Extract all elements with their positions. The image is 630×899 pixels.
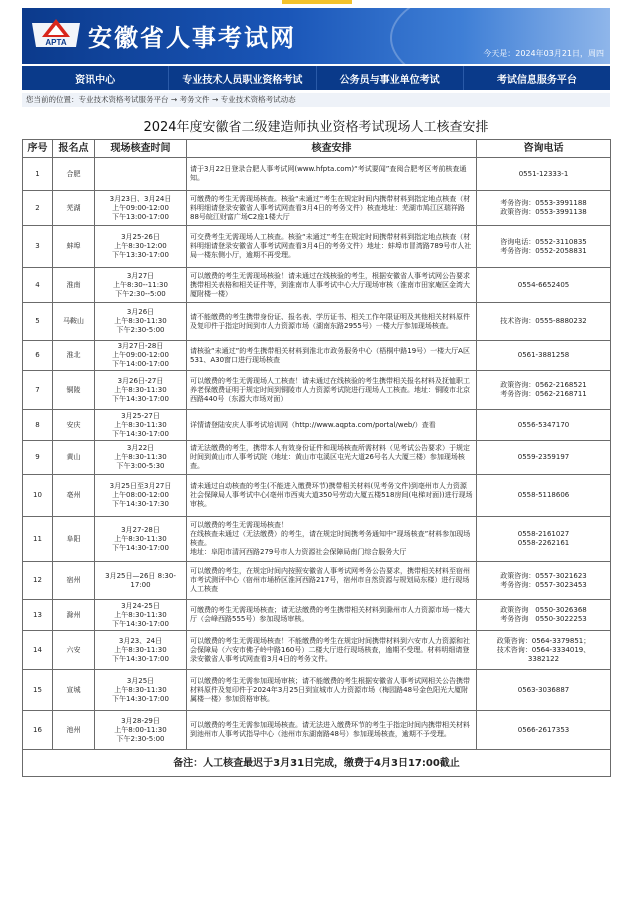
column-header: 序号 bbox=[23, 140, 53, 158]
consult-phone: 政策咨询：0557-3021623 考务咨询：0557-3023453 bbox=[477, 562, 611, 600]
logo-text: APTA bbox=[45, 38, 67, 47]
table-row bbox=[23, 341, 611, 371]
row-number: 10 bbox=[23, 475, 53, 517]
table-row bbox=[23, 711, 611, 750]
current-date: 今天是：2024年03月21日，周四 bbox=[483, 49, 604, 58]
check-arrangement: 请未通过自动核查的考生(不能进入缴费环节)携带相关材料(见考务文件)到亳州市人力资源社会保障局人事考试中心(亳州市西夷大道350号劳动大厦五楼518房间(电梯对面))进行现场审核。 bbox=[187, 475, 477, 517]
top-accent-tab bbox=[282, 0, 352, 4]
breadcrumb-link[interactable]: 专业技术资格考试服务平台 bbox=[78, 95, 169, 104]
table-row bbox=[23, 226, 611, 268]
column-header: 核查安排 bbox=[187, 140, 477, 158]
main-nav bbox=[22, 66, 610, 90]
breadcrumb-separator: → bbox=[209, 95, 221, 104]
consult-phone: 0566-2617353 bbox=[477, 711, 611, 750]
registration-site: 黄山 bbox=[53, 441, 95, 475]
column-header: 咨询电话 bbox=[477, 140, 611, 158]
check-arrangement: 可以缴费的考生无需现场核查！不能缴费的考生在规定时间携带材料到六安市人力资源和社会保障局（六安市佛子岭中路160号）二楼大厅进行现场核查，逾期不受理。材料明细请登录安徽省人事考试网查看3月4日的考务文件。 bbox=[187, 631, 477, 670]
table-row bbox=[23, 410, 611, 441]
consult-phone: 0556-5347170 bbox=[477, 410, 611, 441]
row-number: 1 bbox=[23, 158, 53, 191]
check-time: 3月22日 上午8:30-11:30 下午3:00-5:30 bbox=[95, 441, 187, 475]
check-arrangement: 可以缴费的考生无需参加现场审核；请不能缴费的考生根据安徽省人事考试网相关公告携带材料原件及复印件于2024年3月25日到宣城市人力资源市场（梅园路48号金色阳光大厦附属楼一楼）参加资格审核。 bbox=[187, 670, 477, 711]
check-arrangement: 详情请登陆安庆人事考试培训网（http://www.aqpta.com/portal/web/）查看 bbox=[187, 410, 477, 441]
row-number: 5 bbox=[23, 303, 53, 341]
site-title: 安徽省人事考试网 bbox=[88, 24, 296, 52]
registration-site: 淮北 bbox=[53, 341, 95, 371]
check-time: 3月26日 上午8:30-11:30 下午2:30-5:00 bbox=[95, 303, 187, 341]
check-time: 3月25-26日 上午8:30-12:00 下午13:30-17:00 bbox=[95, 226, 187, 268]
consult-phone: 政策咨询：0562-2168521 考务咨询：0562-2168711 bbox=[477, 371, 611, 410]
check-arrangement: 可交费考生无需现场人工核查。核验“未通过”考生在规定时间携带材料到指定地点核查（材料明细请登录安徽省人事考试网查看3月4日的考务文件）地址：蚌埠市冒湾路789号市人社局一楼东侧小厅，逾期不再受理。 bbox=[187, 226, 477, 268]
nav-item-info-platform[interactable]: 考试信息服务平台 bbox=[496, 74, 577, 86]
check-arrangement: 可以缴费的考生无需现场核验！请未通过在线核验的考生，根据安徽省人事考试网公告要求携带相关表格和相关证件等，到淮南市人事考试中心大厅现场审核（淮南市田家庵区金湾大厦附楼一楼） bbox=[187, 268, 477, 303]
registration-site: 蚌埠 bbox=[53, 226, 95, 268]
row-number: 7 bbox=[23, 371, 53, 410]
check-time: 3月25日至3月27日 上午08:00-12:00 下午14:30-17:30 bbox=[95, 475, 187, 517]
check-time: 3月27-28日 上午8:30-11:30 下午14:30-17:00 bbox=[95, 517, 187, 562]
check-arrangement: 可以缴费的考生，在规定时间内按照安徽省人事考试网考务公告要求，携带相关材料至宿州市考试测评中心（宿州市埇桥区淮河西路217号，宿州市自然资源与规划局东楼）进行现场人工核查 bbox=[187, 562, 477, 600]
check-time: 3月26日-27日 上午8:30-11:30 下午14:30-17:00 bbox=[95, 371, 187, 410]
row-number: 16 bbox=[23, 711, 53, 750]
registration-site: 池州 bbox=[53, 711, 95, 750]
check-arrangement: 可缴费的考生无需现场核查；请无法缴费的考生携带相关材料到滁州市人力资源市场一楼大厅（会峰西路555号）参加现场审核。 bbox=[187, 600, 477, 631]
consult-phone: 0558-2161027 0558-2262161 bbox=[477, 517, 611, 562]
column-header: 报名点 bbox=[53, 140, 95, 158]
table-row bbox=[23, 475, 611, 517]
table-row bbox=[23, 191, 611, 226]
consult-phone: 考务咨询：0553-3991188 政策咨询：0553-3991138 bbox=[477, 191, 611, 226]
check-time: 3月25-27日 上午8:30-11:30 下午14:30-17:00 bbox=[95, 410, 187, 441]
breadcrumb-link[interactable]: 考务文件 bbox=[179, 95, 210, 104]
row-number: 13 bbox=[23, 600, 53, 631]
table-body bbox=[23, 158, 611, 750]
consult-phone: 0558-5118606 bbox=[477, 475, 611, 517]
registration-site: 滁州 bbox=[53, 600, 95, 631]
breadcrumb-link[interactable]: 专业技术资格考试动态 bbox=[220, 95, 296, 104]
row-number: 12 bbox=[23, 562, 53, 600]
row-number: 2 bbox=[23, 191, 53, 226]
check-time bbox=[95, 158, 187, 191]
check-time: 3月25日—26日 8:30-17:00 bbox=[95, 562, 187, 600]
row-number: 15 bbox=[23, 670, 53, 711]
consult-phone: 0561-3881258 bbox=[477, 341, 611, 371]
row-number: 8 bbox=[23, 410, 53, 441]
check-time: 3月27日-28日 上午09:00-12:00 下午14:00-17:00 bbox=[95, 341, 187, 371]
row-number: 3 bbox=[23, 226, 53, 268]
row-number: 9 bbox=[23, 441, 53, 475]
registration-site: 铜陵 bbox=[53, 371, 95, 410]
registration-site: 宣城 bbox=[53, 670, 95, 711]
consult-phone: 0559-2359197 bbox=[477, 441, 611, 475]
table-row bbox=[23, 441, 611, 475]
consult-phone: 0554-6652405 bbox=[477, 268, 611, 303]
table-row bbox=[23, 600, 611, 631]
registration-site: 宿州 bbox=[53, 562, 95, 600]
schedule-table bbox=[22, 139, 611, 777]
breadcrumb-prefix: 您当前的位置： bbox=[26, 95, 79, 104]
consult-phone: 0563-3036887 bbox=[477, 670, 611, 711]
consult-phone: 咨询电话：0552-3110835 考务咨询：0552-2058831 bbox=[477, 226, 611, 268]
check-arrangement: 可以缴费的考生无需参加现场核查。请无法进入缴费环节的考生于指定时间内携带相关材料到池州市人事考试指导中心（池州市东湖南路48号）参加现场核查，逾期不予受理。 bbox=[187, 711, 477, 750]
page-title: 2024年度安徽省二级建造师执业资格考试现场人工核查安排 bbox=[143, 120, 489, 135]
check-time: 3月28-29日 上午8:00-11:30 下午2:30-5:00 bbox=[95, 711, 187, 750]
top-strip bbox=[0, 0, 630, 8]
consult-phone: 0551-12333-1 bbox=[477, 158, 611, 191]
registration-site: 马鞍山 bbox=[53, 303, 95, 341]
registration-site: 安庆 bbox=[53, 410, 95, 441]
row-number: 4 bbox=[23, 268, 53, 303]
apta-logo[interactable] bbox=[30, 15, 82, 57]
table-row bbox=[23, 268, 611, 303]
note-text: 备注：人工核查最迟于3月31日完成，缴费于4月3日17:00截止 bbox=[23, 750, 611, 777]
check-arrangement: 请于3月22日登录合肥人事考试网(www.hfpta.com)“考试要闻”查阅合肥考区考前核查通知。 bbox=[187, 158, 477, 191]
site-header bbox=[22, 8, 610, 64]
nav-item-news[interactable]: 资讯中心 bbox=[22, 66, 169, 90]
table-row bbox=[23, 303, 611, 341]
check-time: 3月25日 上午8:30-11:30 下午14:30-17:00 bbox=[95, 670, 187, 711]
consult-phone: 技术咨询：0555-8880232 bbox=[477, 303, 611, 341]
table-row bbox=[23, 670, 611, 711]
check-arrangement: 请不能缴费的考生携带身份证、报名表、学历证书、相关工作年限证明及其他相关材料原件及复印件于指定时间到市人力资源市场（湖南东路2955号）一楼大厅参加现场核查。 bbox=[187, 303, 477, 341]
registration-site: 六安 bbox=[53, 631, 95, 670]
registration-site: 亳州 bbox=[53, 475, 95, 517]
check-time: 3月24-25日 上午8:30-11:30 下午14:30-17:00 bbox=[95, 600, 187, 631]
check-arrangement: 可以缴费的考生无需现场核查！ 在线核查未通过（无法缴费）的考生，请在规定时间携考务通知中“现场核查”材料参加现场核查。 地址：阜阳市清河西路279号市人力资源社会保障局南门综合服务大厅 bbox=[187, 517, 477, 562]
consult-phone: 政策咨询 0550-3026368 考务咨询 0550-3022253 bbox=[477, 600, 611, 631]
check-arrangement: 可以缴费的考生无需现场人工核查！请未通过在线核验的考生携带相关报名材料及抚恤职工养老保缴费证明于规定时间到铜陵市人力资源考试院进行现场人工核查。地址：铜陵市北京西路440号（东源大市场对面） bbox=[187, 371, 477, 410]
check-arrangement: 请无法缴费的考生，携带本人有效身份证件和现场核查所需材料（见考试公告要求）于规定时间到黄山市人事考试院（地址：黄山市屯溪区屯光大道26号名人大厦三楼）参加现场核查。 bbox=[187, 441, 477, 475]
registration-site: 淮南 bbox=[53, 268, 95, 303]
row-number: 6 bbox=[23, 341, 53, 371]
breadcrumb bbox=[22, 93, 610, 107]
nav-item-professional-exam[interactable]: 专业技术人员职业资格考试 bbox=[169, 66, 316, 90]
row-number: 14 bbox=[23, 631, 53, 670]
registration-site: 合肥 bbox=[53, 158, 95, 191]
table-row bbox=[23, 517, 611, 562]
check-arrangement: 请核验“未通过”的考生携带相关材料到淮北市政务服务中心（梧桐中路19号）一楼大厅A区531、A30窗口进行现场核查 bbox=[187, 341, 477, 371]
registration-site: 阜阳 bbox=[53, 517, 95, 562]
note-row bbox=[23, 750, 611, 777]
check-time: 3月23、24日 上午8:30-11:30 下午14:30-17:00 bbox=[95, 631, 187, 670]
row-number: 11 bbox=[23, 517, 53, 562]
check-arrangement: 可缴费的考生无需现场核查。核验“未通过”考生在规定时间内携带材料到指定地点核查（材料明细请登录安徽省人事考试网查看3月4日的考务文件）核查地址：芜湖市鸠江区瑞祥路88号皖江财富广场C2座1楼大厅 bbox=[187, 191, 477, 226]
consult-phone: 政策咨询：0564-3379851； 技术咨询：0564-3334019、 3382122 bbox=[477, 631, 611, 670]
registration-site: 芜湖 bbox=[53, 191, 95, 226]
check-time: 3月27日 上午8:30--11:30 下午2:30--5:00 bbox=[95, 268, 187, 303]
table-row bbox=[23, 562, 611, 600]
breadcrumb-separator: → bbox=[168, 95, 180, 104]
table-row bbox=[23, 631, 611, 670]
table-header-row bbox=[23, 140, 611, 158]
check-time: 3月23日、3月24日 上午09:00-12:00 下午13:00-17:00 bbox=[95, 191, 187, 226]
table-row bbox=[23, 371, 611, 410]
nav-item-civil-servant-exam[interactable]: 公务员与事业单位考试 bbox=[317, 66, 464, 90]
column-header: 现场核查时间 bbox=[95, 140, 187, 158]
table-row bbox=[23, 158, 611, 191]
